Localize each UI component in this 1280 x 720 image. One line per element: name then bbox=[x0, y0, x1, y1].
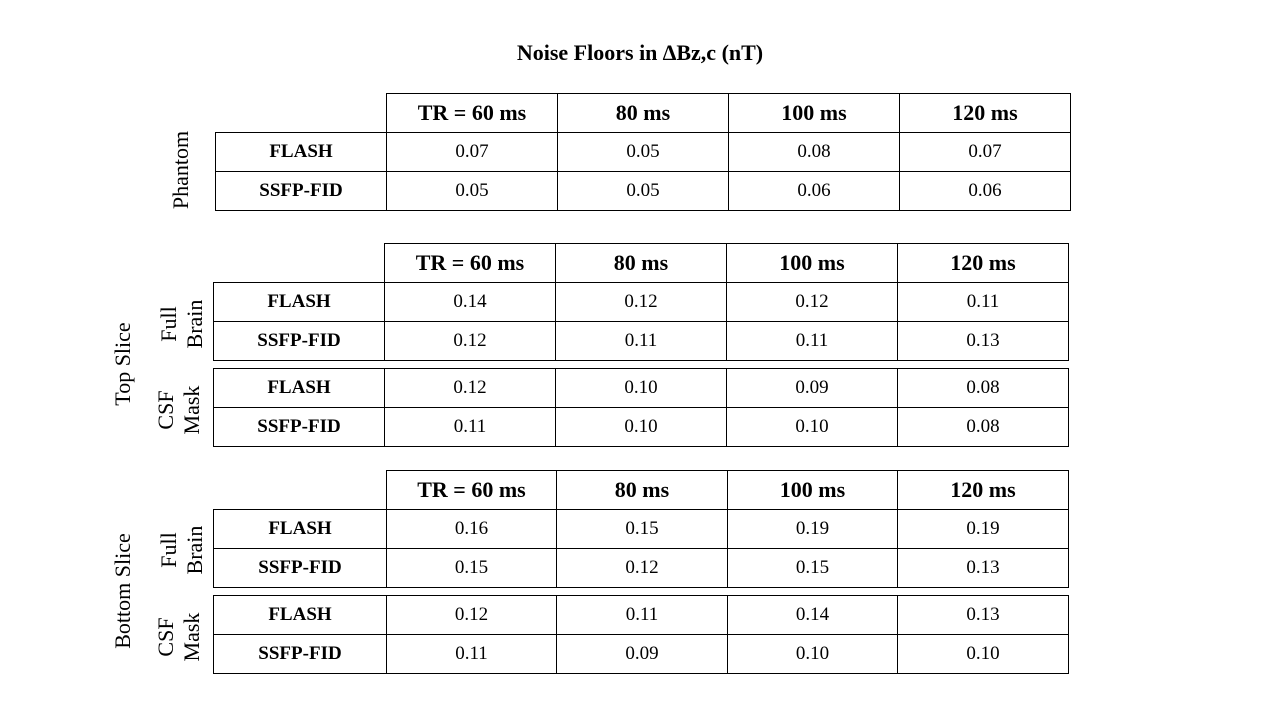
table-row bbox=[214, 408, 1069, 447]
row-label: FLASH bbox=[214, 283, 385, 322]
table-cell: 0.08 bbox=[898, 408, 1069, 447]
col-header-tr120: 120 ms bbox=[898, 244, 1069, 283]
row-label: SSFP-FID bbox=[216, 172, 387, 211]
table-cell: 0.10 bbox=[727, 408, 898, 447]
table-row bbox=[214, 635, 1069, 674]
bottom-csf-mask-label: CSF Mask bbox=[153, 612, 204, 662]
row-label: SSFP-FID bbox=[214, 322, 385, 361]
phantom-table bbox=[215, 93, 1071, 211]
table-cell: 0.12 bbox=[556, 283, 727, 322]
table-row bbox=[214, 322, 1069, 361]
table-cell: 0.19 bbox=[728, 510, 898, 549]
table-cell: 0.10 bbox=[898, 635, 1069, 674]
col-header-tr60: TR = 60 ms bbox=[387, 471, 557, 510]
table-row bbox=[214, 596, 1069, 635]
table-row bbox=[214, 283, 1069, 322]
table-cell: 0.12 bbox=[387, 596, 557, 635]
corner-cell bbox=[214, 244, 385, 283]
table-cell: 0.11 bbox=[385, 408, 556, 447]
corner-cell bbox=[214, 471, 387, 510]
table-cell: 0.12 bbox=[385, 369, 556, 408]
row-label: SSFP-FID bbox=[214, 549, 387, 588]
top-csf-mask-table bbox=[213, 368, 1069, 447]
table-cell: 0.06 bbox=[729, 172, 900, 211]
top-full-brain-label: Full Brain bbox=[156, 299, 207, 349]
table-cell: 0.12 bbox=[385, 322, 556, 361]
header-row bbox=[214, 244, 1069, 283]
top-csf-mask-label: CSF Mask bbox=[153, 385, 204, 435]
row-label: FLASH bbox=[216, 133, 387, 172]
table-row bbox=[214, 510, 1069, 549]
table-cell: 0.14 bbox=[728, 596, 898, 635]
table-cell: 0.05 bbox=[558, 133, 729, 172]
col-header-tr80: 80 ms bbox=[557, 471, 728, 510]
col-header-tr80: 80 ms bbox=[558, 94, 729, 133]
table-cell: 0.13 bbox=[898, 549, 1069, 588]
top-full-brain-table bbox=[213, 243, 1069, 361]
row-label: SSFP-FID bbox=[214, 635, 387, 674]
table-cell: 0.07 bbox=[387, 133, 558, 172]
col-header-tr60: TR = 60 ms bbox=[385, 244, 556, 283]
bottom-full-brain-label: Full Brain bbox=[156, 525, 207, 575]
row-label: FLASH bbox=[214, 596, 387, 635]
table-cell: 0.15 bbox=[728, 549, 898, 588]
table-cell: 0.11 bbox=[727, 322, 898, 361]
col-header-tr80: 80 ms bbox=[556, 244, 727, 283]
page-title: Noise Floors in ∆Bz,c (nT) bbox=[516, 40, 764, 65]
col-header-tr60: TR = 60 ms bbox=[387, 94, 558, 133]
table-cell: 0.13 bbox=[898, 322, 1069, 361]
table-cell: 0.12 bbox=[727, 283, 898, 322]
header-row bbox=[214, 471, 1069, 510]
row-label: FLASH bbox=[214, 510, 387, 549]
table-cell: 0.08 bbox=[729, 133, 900, 172]
bottom-slice-label: Bottom Slice bbox=[110, 533, 135, 649]
table-row bbox=[216, 172, 1071, 211]
row-label: FLASH bbox=[214, 369, 385, 408]
table-row bbox=[214, 369, 1069, 408]
table-cell: 0.15 bbox=[557, 510, 728, 549]
table-cell: 0.11 bbox=[387, 635, 557, 674]
table-cell: 0.06 bbox=[900, 172, 1071, 211]
col-header-tr120: 120 ms bbox=[900, 94, 1071, 133]
bottom-csf-mask-table bbox=[213, 595, 1069, 674]
corner-cell bbox=[216, 94, 387, 133]
bottom-full-brain-table bbox=[213, 470, 1069, 588]
col-header-tr100: 100 ms bbox=[728, 471, 898, 510]
col-header-tr100: 100 ms bbox=[727, 244, 898, 283]
table-cell: 0.15 bbox=[387, 549, 557, 588]
table-cell: 0.08 bbox=[898, 369, 1069, 408]
table-cell: 0.10 bbox=[556, 408, 727, 447]
table-cell: 0.10 bbox=[556, 369, 727, 408]
top-slice-label: Top Slice bbox=[110, 322, 135, 406]
table-cell: 0.11 bbox=[556, 322, 727, 361]
table-cell: 0.10 bbox=[728, 635, 898, 674]
table-cell: 0.05 bbox=[558, 172, 729, 211]
table-cell: 0.16 bbox=[387, 510, 557, 549]
table-cell: 0.09 bbox=[727, 369, 898, 408]
col-header-tr100: 100 ms bbox=[729, 94, 900, 133]
table-cell: 0.11 bbox=[557, 596, 728, 635]
phantom-label: Phantom bbox=[168, 130, 193, 210]
table-cell: 0.07 bbox=[900, 133, 1071, 172]
table-cell: 0.05 bbox=[387, 172, 558, 211]
table-row bbox=[214, 549, 1069, 588]
table-cell: 0.19 bbox=[898, 510, 1069, 549]
table-cell: 0.14 bbox=[385, 283, 556, 322]
col-header-tr120: 120 ms bbox=[898, 471, 1069, 510]
header-row bbox=[216, 94, 1071, 133]
table-cell: 0.09 bbox=[557, 635, 728, 674]
table-cell: 0.12 bbox=[557, 549, 728, 588]
table-row bbox=[216, 133, 1071, 172]
table-cell: 0.13 bbox=[898, 596, 1069, 635]
table-cell: 0.11 bbox=[898, 283, 1069, 322]
row-label: SSFP-FID bbox=[214, 408, 385, 447]
